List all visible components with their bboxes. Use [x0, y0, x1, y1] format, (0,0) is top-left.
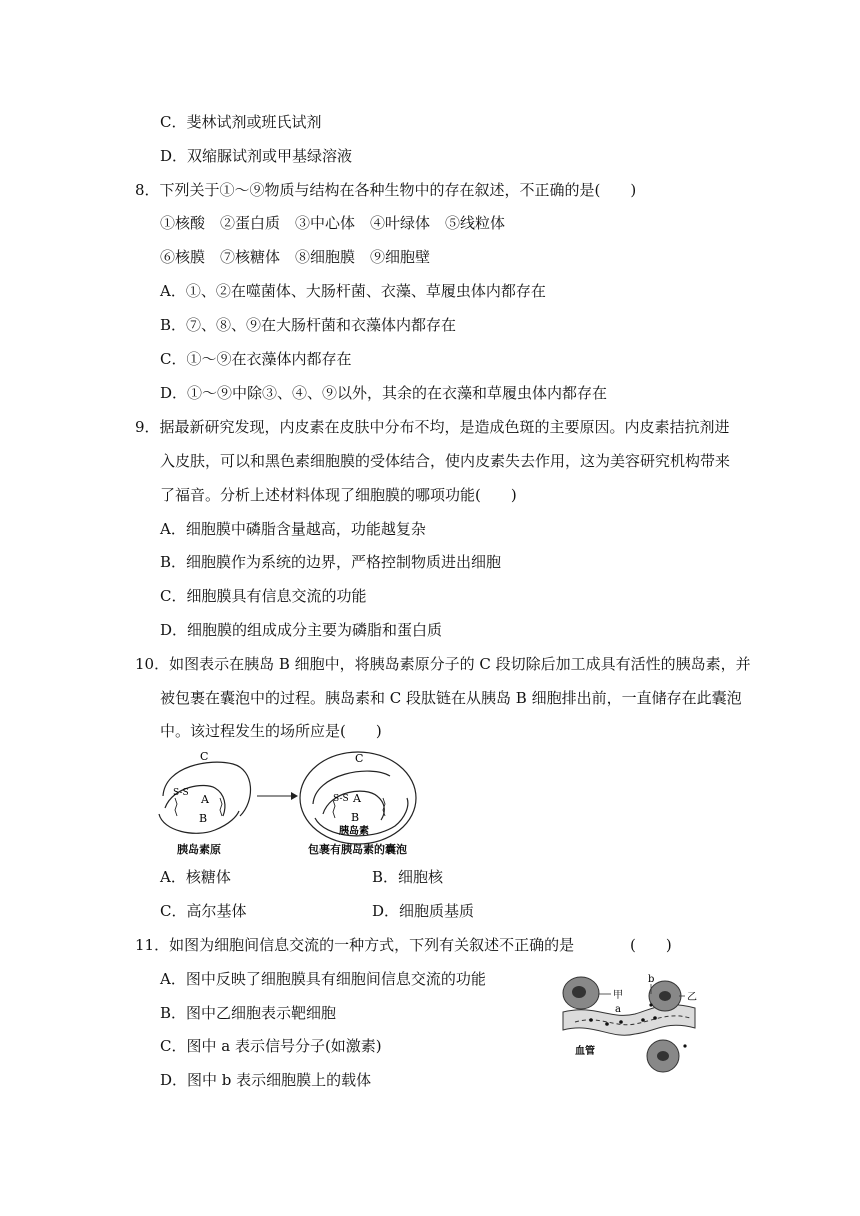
- fig11-label-b: b: [648, 974, 655, 985]
- fig10-caption-right: 包裹有胰岛素的囊泡: [308, 843, 407, 856]
- fig11-label-yi: 乙: [687, 992, 697, 1003]
- q11-option-d: D．图中 b 表示细胞膜上的载体: [160, 1071, 372, 1089]
- q10-option-a: A．核糖体: [160, 868, 231, 886]
- fig10-label-ss: S-S: [173, 788, 189, 798]
- cell-lower: [647, 1040, 679, 1072]
- fig10-vesicle-label-b: B: [351, 811, 360, 824]
- q9-stem-3: 了福音。分析上述材料体现了细胞膜的哪项功能( ): [160, 486, 517, 504]
- fig10-label-insulin: 胰岛素: [339, 826, 369, 837]
- q7-option-c: C．斐林试剂或班氏试剂: [160, 113, 322, 131]
- q9-stem-2: 入皮肤，可以和黑色素细胞膜的受体结合，使内皮素失去作用，这为美容研究机构带来: [160, 452, 731, 470]
- q10-stem-2: 被包裹在囊泡中的过程。胰岛素和 C 段肽链在从胰岛 B 细胞排出前，一直储存在此囊泡: [160, 689, 742, 707]
- q8-option-a: A．①、②在噬菌体、大肠杆菌、衣藻、草履虫体内都存在: [160, 282, 546, 300]
- fig10-label-b: B: [199, 812, 208, 825]
- q10-option-b: B．细胞核: [372, 868, 444, 886]
- q10-option-c: C．高尔基体: [160, 902, 247, 920]
- q10-stem-1: 10．如图表示在胰岛 B 细胞中，将胰岛素原分子的 C 段切除后加工成具有活性的胰岛素，并: [135, 655, 751, 673]
- fig10-caption-left: 胰岛素原: [177, 843, 221, 856]
- fig11-label-jia: 甲: [613, 990, 623, 1001]
- q11-stem: 11．如图为细胞间信息交流的一种方式，下列有关叙述不正确的是: [135, 936, 575, 954]
- q8-stem: 8．下列关于①～⑨物质与结构在各种生物中的存在叙述，不正确的是( ): [135, 181, 637, 199]
- q9-option-c: C．细胞膜具有信息交流的功能: [160, 587, 367, 605]
- q10-option-d: D．细胞质基质: [372, 902, 475, 920]
- fig10-vesicle-label-c: C: [355, 752, 364, 765]
- q9-option-d: D．细胞膜的组成成分主要为磷脂和蛋白质: [160, 621, 443, 639]
- q11-option-a: A．图中反映了细胞膜具有细胞间信息交流的功能: [160, 970, 486, 988]
- fig10-vesicle-label-a: A: [353, 792, 361, 805]
- q10-stem-3: 中。该过程发生的场所应是( ): [160, 722, 382, 740]
- fig10-label-c: C: [200, 750, 209, 763]
- q8-items-2: ⑥核膜 ⑦核糖体 ⑧细胞膜 ⑨细胞壁: [160, 248, 431, 266]
- q8-option-c: C．①～⑨在衣藻体内都存在: [160, 350, 352, 368]
- q8-option-b: B．⑦、⑧、⑨在大肠杆菌和衣藻体内都存在: [160, 316, 457, 334]
- cell-yi: [649, 981, 681, 1011]
- q8-items-1: ①核酸 ②蛋白质 ③中心体 ④叶绿体 ⑤线粒体: [160, 214, 506, 232]
- cell-jia: [563, 977, 599, 1009]
- q11-option-c: C．图中 a 表示信号分子(如激素): [160, 1037, 382, 1055]
- q11-answer-paren: ( ): [630, 936, 672, 954]
- q9-option-b: B．细胞膜作为系统的边界，严格控制物质进出细胞: [160, 553, 502, 571]
- q11-figure: [555, 970, 705, 1085]
- process-arrow: [257, 792, 298, 800]
- q7-option-d: D．双缩脲试剂或甲基绿溶液: [160, 147, 353, 165]
- fig10-label-a: A: [201, 793, 209, 806]
- fig11-label-vessel: 血管: [575, 1046, 595, 1057]
- q11-option-b: B．图中乙细胞表示靶细胞: [160, 1004, 337, 1022]
- fig10-vesicle-label-ss: S-S: [333, 794, 349, 804]
- q9-stem-1: 9．据最新研究发现，内皮素在皮肤中分布不均，是造成色斑的主要原因。内皮素拮抗剂进: [135, 418, 730, 436]
- q8-option-d: D．①～⑨中除③、④、⑨以外，其余的在衣藻和草履虫体内都存在: [160, 384, 608, 402]
- q10-figure: [155, 746, 435, 856]
- fig11-label-a: a: [615, 1004, 621, 1015]
- q9-option-a: A．细胞膜中磷脂含量越高，功能越复杂: [160, 520, 426, 538]
